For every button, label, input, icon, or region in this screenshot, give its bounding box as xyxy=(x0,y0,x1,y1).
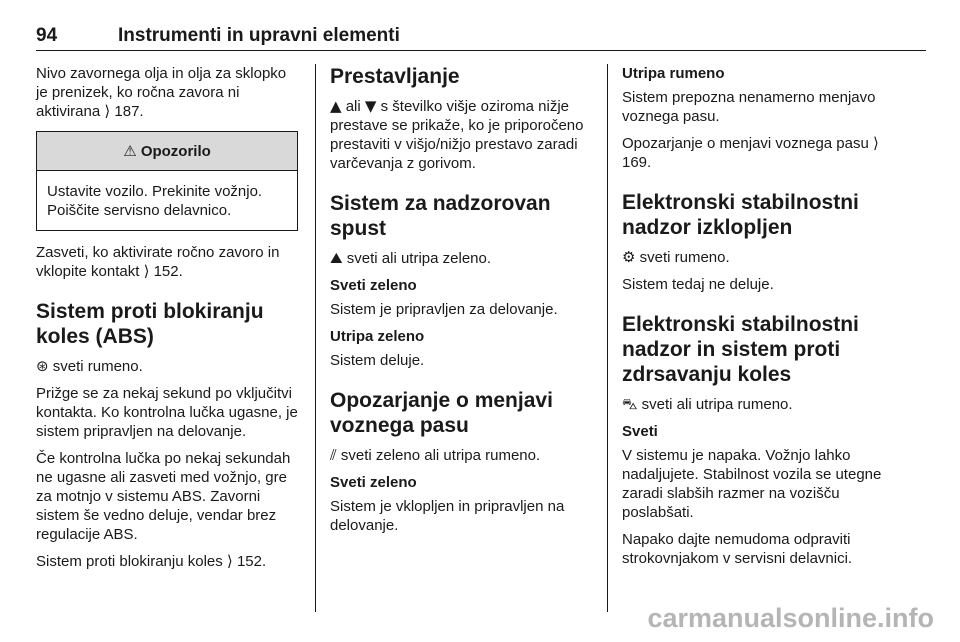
gear-shift-heading: Prestavljanje xyxy=(330,65,460,88)
esc-subheading: Sveti xyxy=(622,423,658,440)
esc-text-2: Napako dajte nemudoma odpraviti strokovnjakom v servisni delavnici. xyxy=(622,531,853,567)
hdc-subheading-1: Sveti zeleno xyxy=(330,277,417,294)
arrow-down-icon: ▼ xyxy=(364,97,377,115)
page-reference-icon: ⟩ xyxy=(143,262,150,280)
lane-subheading: Sveti zeleno xyxy=(330,474,417,491)
esc-heading: Elektronski stabilnostni nadzor in sistem proti zdrsavanju koles xyxy=(622,313,859,386)
abs-heading: Sistem proti blokiranju koles (ABS) xyxy=(36,300,264,348)
esc-off-icon: ⚙ xyxy=(622,248,636,266)
page-ref-link[interactable]: 152. xyxy=(153,263,183,280)
abs-symbol-line: ⊛ sveti rumeno. xyxy=(36,357,143,375)
column-right xyxy=(622,64,890,576)
esc-text-1: V sistemu je napaka. Vožnjo lahko nadaljujete. Stabilnost vozila se utegne zaradi slabših razmer na vozišču poslabšati. xyxy=(622,447,882,521)
warning-title: Opozorilo xyxy=(140,143,211,160)
abs-paragraph-2: Če kontrolna lučka po nekaj sekundah ne ugasne ali zasveti med vožnjo, gre za motnjo v sistemu ABS. Zavorni sistem še vedno deluje, vendar brez regulacije ABS. xyxy=(36,450,291,543)
esc-skid-car-icon: ⛍ xyxy=(622,395,638,413)
esc-symbol-line: ⛍ sveti ali utripa rumeno. xyxy=(622,395,793,413)
hdc-subheading-2: Utripa zeleno xyxy=(330,328,425,345)
page-ref-link[interactable]: 152. xyxy=(236,553,267,570)
lane-reference-paragraph: Opozarjanje o menjavi voznega pasu ⟩ 169. xyxy=(622,134,879,171)
page-header xyxy=(36,22,926,51)
column-divider xyxy=(607,64,608,612)
warning-text: Ustavite vozilo. Prekinite vožnjo. Poiščite servisno delavnico. xyxy=(47,183,263,219)
brake-fluid-paragraph: Nivo zavornega olja in olja za sklopko je prenizek, ko ročna zavora ni aktivirana ⟩ 187. xyxy=(36,65,287,120)
esc-off-heading: Elektronski stabilnostni nadzor izklopljen xyxy=(622,191,859,239)
lane-change-heading: Opozarjanje o menjavi voznega pasu xyxy=(330,389,553,437)
hdc-heading: Sistem za nadzorovan spust xyxy=(330,192,551,240)
column-left xyxy=(36,64,298,579)
page-reference-icon: ⟩ xyxy=(104,102,111,120)
warning-header xyxy=(37,132,297,171)
gear-shift-paragraph: ▲ ali ▼ s številko višje oziroma nižje prestave se prikaže, ko je priporočeno prestaviti v višjo/nižjo prestavo zaradi varčevanja z gorivom. xyxy=(330,97,584,172)
page-number: 94 xyxy=(36,25,58,46)
hill-descent-icon: ⛰ xyxy=(330,249,343,267)
column-divider xyxy=(315,64,316,612)
page-ref-link[interactable]: 169. xyxy=(622,154,652,171)
warning-triangle-icon: ⚠ xyxy=(123,142,137,160)
flashing-yellow-heading: Utripa rumeno xyxy=(622,65,725,82)
esc-off-text: Sistem tedaj ne deluje. xyxy=(622,276,774,293)
lane-symbol-line: ⫽ sveti zeleno ali utripa rumeno. xyxy=(330,446,541,464)
hdc-text-2: Sistem deluje. xyxy=(330,352,425,369)
lane-change-icon: ⫽ xyxy=(330,446,337,464)
abs-paragraph-1: Prižge se za nekaj sekund po vključitvi kontakta. Ko kontrolna lučka ugasne, je sistem pripravljen na delovanje. xyxy=(36,385,298,440)
lane-text: Sistem je vklopljen in pripravljen na delovanje. xyxy=(330,498,565,534)
hdc-text-1: Sistem je pripravljen za delovanje. xyxy=(330,301,558,318)
hdc-symbol-line: ⛰ sveti ali utripa zeleno. xyxy=(330,249,492,267)
esc-off-symbol-line: ⚙ sveti rumeno. xyxy=(622,248,730,266)
parking-brake-paragraph: Zasveti, ko aktivirate ročno zavoro in vklopite kontakt ⟩ 152. xyxy=(36,244,280,280)
warning-box xyxy=(36,131,298,231)
abs-paragraph-3: Sistem proti blokiranju koles ⟩ 152. xyxy=(36,552,267,570)
column-middle xyxy=(330,64,595,543)
watermark: carmanualsonline.info xyxy=(647,603,934,633)
page-reference-icon: ⟩ xyxy=(873,134,879,152)
page-reference-icon: ⟩ xyxy=(226,552,233,570)
abs-warning-icon: ⊛ xyxy=(36,357,49,375)
flashing-yellow-text: Sistem prepozna nenamerno menjavo voznega pasu. xyxy=(622,89,876,125)
arrow-up-icon: ▲ xyxy=(330,97,342,115)
page-ref-link[interactable]: 187. xyxy=(114,103,144,120)
chapter-title: Instrumenti in upravni elementi xyxy=(118,25,400,46)
